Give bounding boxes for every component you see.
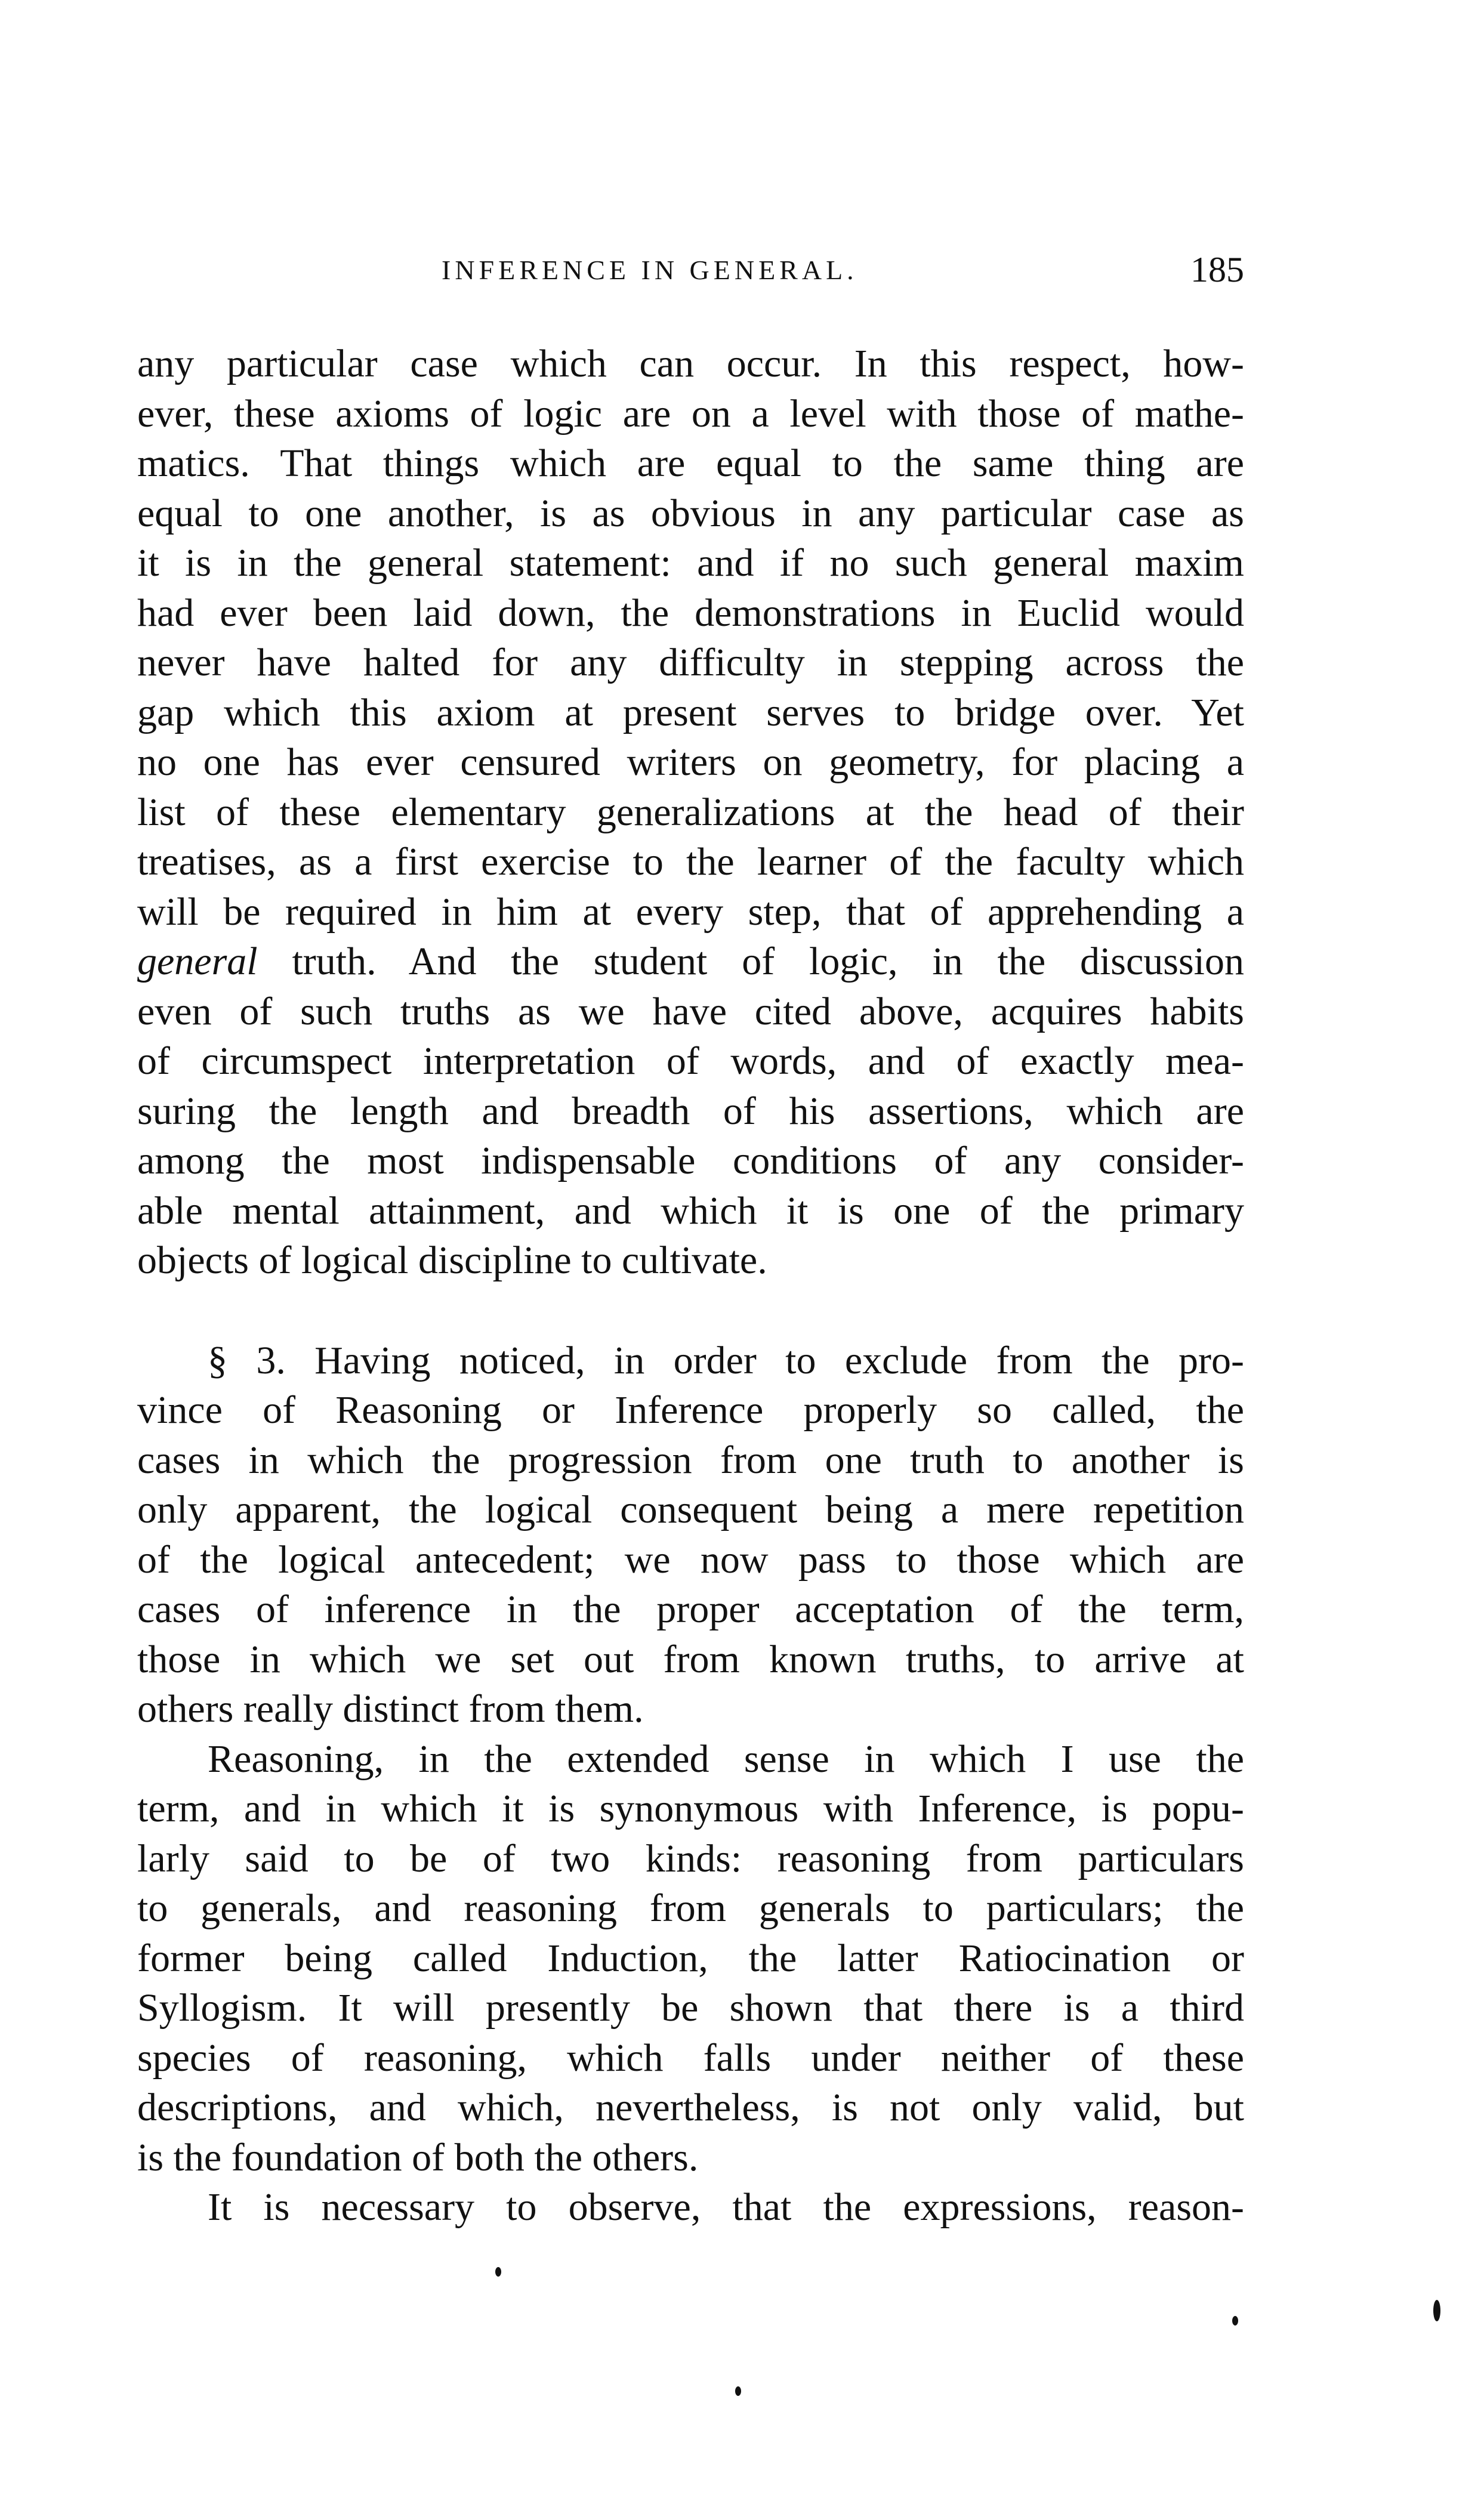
text-line: had ever been laid down, the demonstrations in Euclid would <box>137 591 1244 635</box>
text-line: is the foundation of both the others. <box>137 2135 699 2179</box>
text-line: former being called Induction, the latter Ratiocination or <box>137 1936 1244 1980</box>
text-line: species of reasoning, which falls under neither of these <box>137 2036 1244 2080</box>
paragraph-1 <box>137 339 1244 1286</box>
text-line: equal to one another, is as obvious in any particular case as <box>137 491 1244 535</box>
text-line: larly said to be of two kinds: reasoning from particulars <box>137 1836 1244 1880</box>
text-line: cases in which the progression from one truth to another is <box>137 1438 1244 1482</box>
page-number: 185 <box>1190 250 1244 289</box>
text-line: to generals, and reasoning from generals to particulars; the <box>137 1886 1244 1930</box>
text-line: descriptions, and which, nevertheless, is not only valid, but <box>137 2086 1244 2129</box>
ink-speck <box>1232 2316 1238 2326</box>
running-head: INFERENCE IN GENERAL. <box>442 255 858 285</box>
text-line: suring the length and breadth of his assertions, which are <box>137 1089 1244 1133</box>
text-line: term, and in which it is synonymous with Inference, is popu- <box>137 1787 1244 1830</box>
paragraph-4 <box>137 2182 1244 2232</box>
text-line: § 3. Having noticed, in order to exclude from the pro- <box>208 1338 1244 1382</box>
text-line: treatises, as a first exercise to the learner of the faculty which <box>137 840 1244 884</box>
section-gap <box>137 1286 1244 1336</box>
text-line: vince of Reasoning or Inference properly so called, the <box>137 1388 1244 1432</box>
text-line: others really distinct from them. <box>137 1687 644 1731</box>
text-line-italic-start: general truth. And the student of logic, in the discussion <box>137 940 1244 983</box>
text-line: will be required in him at every step, that of apprehending a <box>137 890 1244 934</box>
text-line: even of such truths as we have cited above, acquires habits <box>137 989 1244 1033</box>
paragraph-section-3 <box>137 1336 1244 1734</box>
text-line: any particular case which can occur. In this respect, how- <box>137 342 1244 385</box>
text-line: Syllogism. It will presently be shown that there is a third <box>137 1986 1244 2030</box>
text-line: It is necessary to observe, that the expressions, reason- <box>208 2185 1244 2229</box>
text-line: only apparent, the logical consequent being a mere repetition <box>137 1488 1244 1531</box>
page-header <box>137 249 1244 297</box>
italic-word: general <box>137 940 258 983</box>
text-line: of the logical antecedent; we now pass to those which are <box>137 1537 1244 1582</box>
text-line: list of these elementary generalizations at the head of their <box>137 790 1244 834</box>
text-line: it is in the general statement: and if no such general maxim <box>137 541 1244 585</box>
text-line: ever, these axioms of logic are on a level with those of mathe- <box>137 391 1244 436</box>
ink-speck <box>735 2386 741 2396</box>
paragraph-3 <box>137 1734 1244 2183</box>
ink-speck <box>1433 2300 1440 2321</box>
ink-speck <box>495 2267 501 2277</box>
body-text <box>137 339 1244 2232</box>
text-line: matics. That things which are equal to the same thing are <box>137 441 1244 485</box>
text-line: among the most indispensable conditions of any consider- <box>137 1139 1244 1182</box>
text-line: no one has ever censured writers on geometry, for placing a <box>137 740 1244 784</box>
text-line: objects of logical discipline to cultivate. <box>137 1239 767 1282</box>
text-line: never have halted for any difficulty in stepping across the <box>137 641 1244 684</box>
text-line: able mental attainment, and which it is one of the primary <box>137 1188 1244 1233</box>
text-line: cases of inference in the proper acceptation of the term, <box>137 1588 1244 1631</box>
text-line: those in which we set out from known truths, to arrive at <box>137 1637 1244 1681</box>
text-line: gap which this axiom at present serves to bridge over. Yet <box>137 690 1244 734</box>
text-line: of circumspect interpretation of words, and of exactly mea- <box>137 1039 1244 1083</box>
text-line: Reasoning, in the extended sense in which I use the <box>208 1737 1244 1781</box>
